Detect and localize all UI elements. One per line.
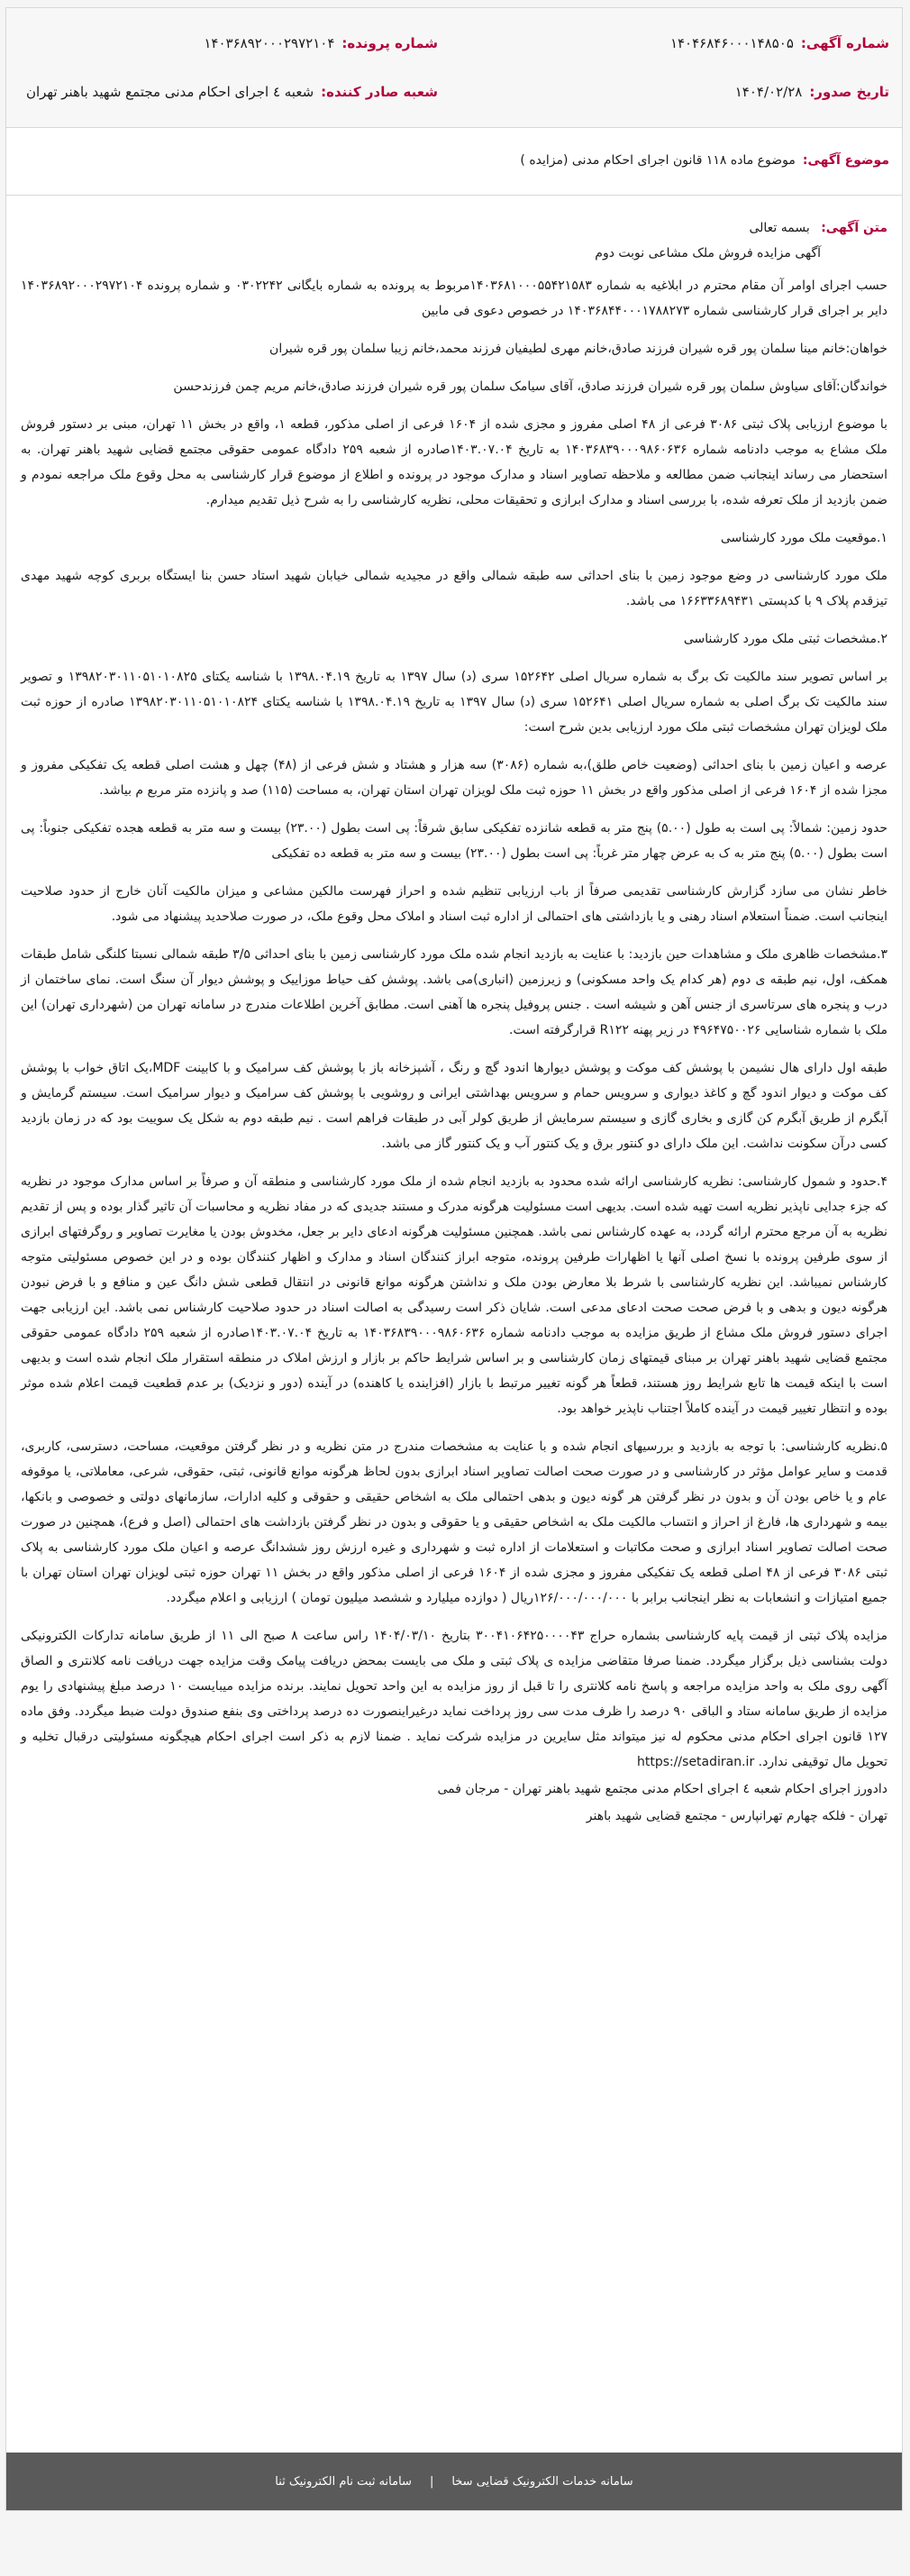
paragraph-opinion: ۵.نظریه کارشناسی: با توجه به بازدید و بررسیهای انجام شده و با عنایت به مشخصات مندرج در متن نظریه و در نظر گرفتن موقعیت، مساحت، دسترسی، کاربری، قدمت و سایر عوامل مؤثر در کارشناسی و در صورت صحت اصالت تصاویر اسناد ابرازی بدون لحاظ هرگونه موانع قانونی، ثبتی، حقوقی، شرعی، معاملاتی، یا موقوفه عام و یا خاص بودن آن و بدون در نظر گرفتن هر گونه دیون و بدهی احتمالی ملک به اشخاص حقیقی و حقوقی و کلیه ادارات، سازمانهای دولتی و خصوصی و بانکها، بیمه و شهرداری ها، فارغ از احراز و انتساب مالکیت ملک به اشخاص حقیقی و یا حقوقی و بدون در نظر گرفتن بازداشت های احتمالی (اصل و فرع)، همچنین در صورت صحت اصالت تصاویر اسناد ابرازی و صحت مکاتبات و استعلامات از اداره ثبت و شهرداری و غیره ارزش روز ششدانگ عرصه و اعیان ملک مورد کارشناسی به پلاک ثبتی ۳۰۸۶ فرعی از ۴۸ اصلی قطعه یک تفکیکی مفروز و مجزی شده از ۱۶۰۴ فرعی از اصلی مذکور واقع در بخش ۱۱ تهران حوزه ثبتی لویزان تهران استان تهران با جمیع امتیازات و انشعابات به نظر اینجانب برابر با ۱۲۶/۰۰۰/۰۰۰/۰۰۰ریال ( دوازده میلیارد و ششصد میلیون تومان ) ارزیابی و اعلام میگردد. [21, 1439, 887, 1605]
paragraph-note: خاطر نشان می سازد گزارش کارشناسی تقدیمی صرفاً از باب ارزیابی تنظیم شده و احراز فهرست مالکین مشاعی و میزان مالکیت آنان خارج از حدود صلاحیت اینجانب است. ضمناً استعلام اسناد رهنی و یا بازداشتی های احتمالی از اداره ثبت اسناد و املاک محل وقوع ملک، در صورت صلاحدید پیشنهاد می شود. [21, 884, 887, 924]
body-label: متن آگهی: [821, 221, 887, 235]
paragraph-auction: مزایده پلاک ثبتی از قیمت پایه کارشناسی بشماره حراج ۳۰۰۴۱۰۶۴۲۵۰۰۰۰۴۳ بتاریخ ۱۴۰۴/۰۳/۱۰ راس ساعت ۸ صبح الی ۱۱ از طریق سامانه تدارکات الکترونیکی دولت بشناسی ذیل برگزار میگردد. ضمنا صرفا متقاضی مزایده ی پلاک ثبتی و ملک می بایست بمحض دریافت پیامک وقت مزایده جهت دریافت نامه کلانتری و الصاق آگهی روی ملک به واحد مزایده مراجعه و پاسخ نامه کلانتری را تا قبل از روز مزایده به این واحد تحویل نمایند. برنده مزایده میبایست ۱۰ درصد مبلغ پیشنهادی را یوم مزایده از طریق سامانه ستاد و الباقی ۹۰ درصد را ظرف مدت سی روز پرداخت نماید درغیراینصورت ده درصد پرداختی وی بنفع صندوق دولت ضبط میگردد. وفق ماده ۱۲۷ قانون اجرای احکام مدنی محکوم له نیز میتواند مثل سایرین در مزایده شرکت نماید . ضمنا لازم به ذکر است اجرای احکام هیچگونه مسئولیتی درقبال تخلیه و تحویل مال توقیفی ندارد. https://setadiran.ir [21, 1629, 888, 1769]
section-registry-title: ۲.مشخصات ثبتی ملک مورد کارشناسی [683, 632, 887, 646]
paragraph-registry: بر اساس تصویر سند مالکیت تک برگ به شماره سریال اصلی ۱۵۲۶۴۲ سری (د) سال ۱۳۹۷ به تاریخ ۱۳۹۸.۰۴.۱۹ با شناسه یکتای ۱۳۹۸۲۰۳۰۱۱۰۵۱۰۱۰۸۲۵ و تصویر سند مالکیت تک برگ اصلی به شماره سریال اصلی ۱۵۲۶۴۱ سری (د) سال ۱۳۹۷ به تاریخ ۱۳۹۸.۰۴.۱۹ با شناسه یکتای ۱۳۹۸۲۰۳۰۱۱۰۵۱۰۱۰۸۲۴ صادره از حوزه ثبت ملک لویزان تهران مشخصات ثبتی ملک مورد ارزیابی بدین شرح است: [21, 670, 888, 735]
paragraph-address: تهران - فلکه چهارم تهرانپارس - مجتمع قضایی شهید باهنر [586, 1809, 887, 1823]
case-number-row [204, 35, 438, 51]
issue-date-value: ۱۴۰۴/۰۲/۲۸ [734, 84, 803, 100]
paragraph-scope: ۴.حدود و شمول کارشناسی: نظریه کارشناسی ارائه شده محدود به بازدید انجام شده از ملک مورد کارشناسی و منطقه آن و صرفاً بر اساس مدارک موجود در نظریه که جزء جدایی ناپذیر نظریه است تهیه شده است. بدیهی است مسئولیت هرگونه مدرک و مستند جدیدی که در مفاد نظریه و محاسبات آن تاثیر گذار بوده و پس از تقدیم نظریه به آن مرجع محترم ارائه گردد، به عهده کارشناس نمی باشد. همچنین مسئولیت هرگونه ادعای دایر بر جعل، مخدوش بودن یا مغایرت تصاویر و روگرفتهای ابرازی از سوی طرفین پرونده با نسخ اصلی آنها یا اظهارات طرفین پرونده، متوجه ابراز کنندگان اسناد و مدارک و اظهار کنندگان بوده و در این خصوص مسئولیتی متوجه کارشناس نمیباشد. این نظریه کارشناسی با شرط بلا معارض بودن ملک و نداشتن هرگونه موانع قانونی در انتقال قطعی شش دانگ عین و منافع و با فرض نبودن هرگونه دیون و بدهی و با فرض صحت صحت ادعای مدعی است. شایان ذکر است رسیدگی به اصالت اسناد در حدود صلاحیت کارشناس نمی باشد. این ارزیابی جهت اجرای دستور فروش ملک مشاع از طریق مزایده به موجب دادنامه شماره ۱۴۰۳۶۸۳۹۰۰۰۹۸۶۰۶۳۶ به تاریخ ۱۴۰۳.۰۷.۰۴صادره از شعبه ۲۵۹ دادگاه عمومی حقوقی مجتمع قضایی شهید باهنر تهران بر مبنای قیمتهای زمان کارشناسی و بر اساس شرایط حاکم بر بازار و ارزش املاک در منطقه استقرار ملک انجام شده است و بدیهی است با اینکه قیمت ها تابع شرایط روز هستند، قطعاً هر گونه تغییر مرتبط با بازار (افزاینده یا کاهنده) در آینده (دور و نزدیک) بر عدم قطعیت قیمت اعلام شده موثر بوده و انتظار تغییر قیمت در آینده کاملاً اجتناب ناپذیر خواهد بود. [21, 1174, 888, 1416]
paragraph-officer: دادورز اجرای احکام شعبه ٤ اجرای احکام مدنی مجتمع شهید باهنر تهران - مرجان فمی [437, 1782, 887, 1796]
subject-row [520, 153, 889, 168]
issue-date-label: تاریخ صدور: [809, 84, 889, 100]
branch-row [26, 84, 438, 100]
paragraph-boundaries: حدود زمین: شمالاً: پی است به طول (۵.۰۰) پنج متر به قطعه شانزده تفکیکی سابق شرقاً: پی است بطول (۲۳.۰۰) بیست و سه متر به قطعه هجده تفکیکی جنوباً: پی است بطول (۵.۰۰) پنج متر به ک به عرض چهار متر غرباً: پی است بطول (۲۳.۰۰) بیست و سه متر به قطعه ده تفکیکی [21, 821, 887, 861]
subject-label: موضوع آگهی: [802, 153, 889, 168]
paragraph-land: عرصه و اعیان زمین با بنای احداثی (وضعیت خاص طلق)،به شماره (۳۰۸۶) سه هزار و هشتاد و شش فرعی از (۴۸) چهل و هشت اصلی قطعه یک تفکیکی مفروز و مجزا شده از ۱۶۰۴ فرعی از اصلی مذکور واقع در بخش ۱۱ حوزه ثبت ملک لویزان تهران استان تهران، به مساحت (۱۱۵) صد و پانزده متر مربع م بیاشد. [21, 758, 887, 798]
branch-value: شعبه ٤ اجرای احکام مدنی مجتمع شهید باهنر تهران [25, 84, 314, 100]
ad-number-label: شماره آگهی: [800, 35, 889, 51]
issue-date-row [735, 84, 889, 100]
case-number-label: شماره پرونده: [341, 35, 438, 51]
notice-body [6, 196, 902, 1829]
case-number-value: ۱۴۰۳۶۸۹۲۰۰۰۲۹۷۲۱۰۴ [204, 35, 335, 51]
paragraph-plaintiffs: خواهان:خانم مینا سلمان پور قره شیران فرزند صادق،خانم مهری لطیفیان فرزند محمد،خانم زیبا سلمان پور قره شیران [269, 342, 887, 356]
subject-section [6, 128, 902, 196]
branch-label: شعبه صادر کننده: [321, 84, 438, 100]
subject-text: موضوع ماده ۱۱۸ قانون اجرای احکام مدنی (مزایده ) [520, 153, 796, 168]
salutation: بسمه تعالی [749, 221, 810, 235]
notice-footer [6, 2453, 902, 2510]
paragraph-interior: طبقه اول دارای هال نشیمن با پوشش کف موکت و پوشش دیوارها اندود گچ و رنگ ، آشپزخانه باز با پوشش کف سرامیک و با کابینت MDF،یک اتاق خواب با پوشش کف موکت و دیوار اندود گچ و کاغذ دیواری و سرویس حمام و سرویس بهداشتی ایرانی و روشویی با پوشش کف سرامیک و دیوار سرامیک است. سیستم گرمایش و آبگرم از طریق آبگرم کن گازی و بخاری گازی و سیستم سرمایش از طریق کولر آبی در طبقات فراهم است . نیم طبقه دوم به شکل یک سوییت بود که در زمان بازدید کسی درآن سکونت نداشت. این ملک دارای دو کنتور برق و یک کنتور آب و یک کنتور گاز می باشد. [21, 1061, 887, 1151]
ad-number-row [670, 35, 889, 51]
body-label-line [21, 215, 887, 241]
notice-header [6, 8, 902, 128]
notice-heading: آگهی مزایده فروش ملک مشاعی نوبت دوم [595, 246, 821, 260]
ad-number-value: ۱۴۰۴۶۸۴۶۰۰۰۱۴۸۵۰۵ [669, 35, 794, 51]
paragraph-location: ملک مورد کارشناسی در وضع موجود زمین با بنای احداثی سه طبقه شمالی واقع در مجیدیه شمالی خیابان شهید استاد حسن بنا ایستگاه بربری کوچه شهید مهدی تیزقدم پلاک ۹ با کدپستی ۱۶۶۳۳۶۸۹۴۳۱ می باشد. [21, 569, 887, 608]
footer-sakha-link[interactable]: سامانه خدمات الکترونیک قضایی سخا [451, 2474, 633, 2489]
footer-sana-link[interactable]: سامانه ثبت نام الکترونیک ثنا [275, 2474, 412, 2489]
paragraph-defendants: خواندگان:آقای سیاوش سلمان پور قره شیران فرزند صادق، آقای سیامک سلمان پور قره شیران فرزند صادق،خانم مریم چمن فرزندحسن [173, 379, 887, 394]
footer-separator: | [429, 2474, 434, 2489]
paragraph-appearance: ۳.مشخصات ظاهری ملک و مشاهدات حین بازدید: با عنایت به بازدید انجام شده ملک مورد کارشناسی زمین با بنای احداثی ۳/۵ طبقه شمالی نسبتا کلنگی شامل طبقات همکف، اول، نیم طبقه ی دوم (هر کدام یک واحد مسکونی) و زیرزمین (انباری)می باشد. پوشش کف حیاط موزاییک و پوشش دیوار آن سنگ است. نمای ساختمان از درب و پنجره های سرتاسری از جنس آهن و شیشه است . جنس پروفیل پنجره ها آهنی است. مطابق آخرین اطلاعات مندرج در سامانه تهران من (شهرداری تهران) این ملک با شماره شناسایی ۴۹۶۴۷۵۰۰۲۶ در زیر پهنه R۱۲۲ قرارگرفته است. [21, 947, 888, 1037]
paragraph-subject: با موضوع ارزیابی پلاک ثبتی ۳۰۸۶ فرعی از ۴۸ اصلی مفروز و مجزی شده از ۱۶۰۴ فرعی از اصلی مذکور، قطعه ۱، واقع در بخش ۱۱ تهران، مبنی بر دستور فروش ملک مشاع به موجب دادنامه شماره ۱۴۰۳۶۸۳۹۰۰۰۹۸۶۰۶۳۶ به تاریخ ۱۴۰۳.۰۷.۰۴صادره از شعبه ۲۵۹ دادگاه عمومی حقوقی مجتمع قضایی شهید باهنر تهران. به استحضار می رساند اینجانب ضمن مطالعه و ملاحظه تصاویر اسناد و مدارک موجود در پرونده و اطلاع از موضوع قرار کارشناسی به محل وقوع ملک مراجعه نمودم و ضمن بازدید از ملک تعرفه شده، با بررسی اسناد و مدارک ابرازی و تحقیقات محلی، نظریه کارشناسی را به شرح ذیل تقدیم میدارم. [21, 417, 888, 507]
paragraph-intro: حسب اجرای اوامر آن مقام محترم در ابلاغیه به شماره ۱۴۰۳۶۸۱۰۰۰۵۵۴۲۱۵۸۳مربوط به پرونده به شماره بایگانی ۰۳۰۲۲۴۲ و شماره پرونده ۱۴۰۳۶۸۹۲۰۰۰۲۹۷۲۱۰۴ دایر بر اجرای قرار کارشناسی شماره ۱۴۰۳۶۸۴۴۰۰۰۱۷۸۸۲۷۳ در خصوص دعوی فی مابین [21, 279, 888, 318]
section-location-title: ۱.موقعیت ملک مورد کارشناسی [720, 531, 887, 545]
notice-card [5, 7, 903, 2511]
